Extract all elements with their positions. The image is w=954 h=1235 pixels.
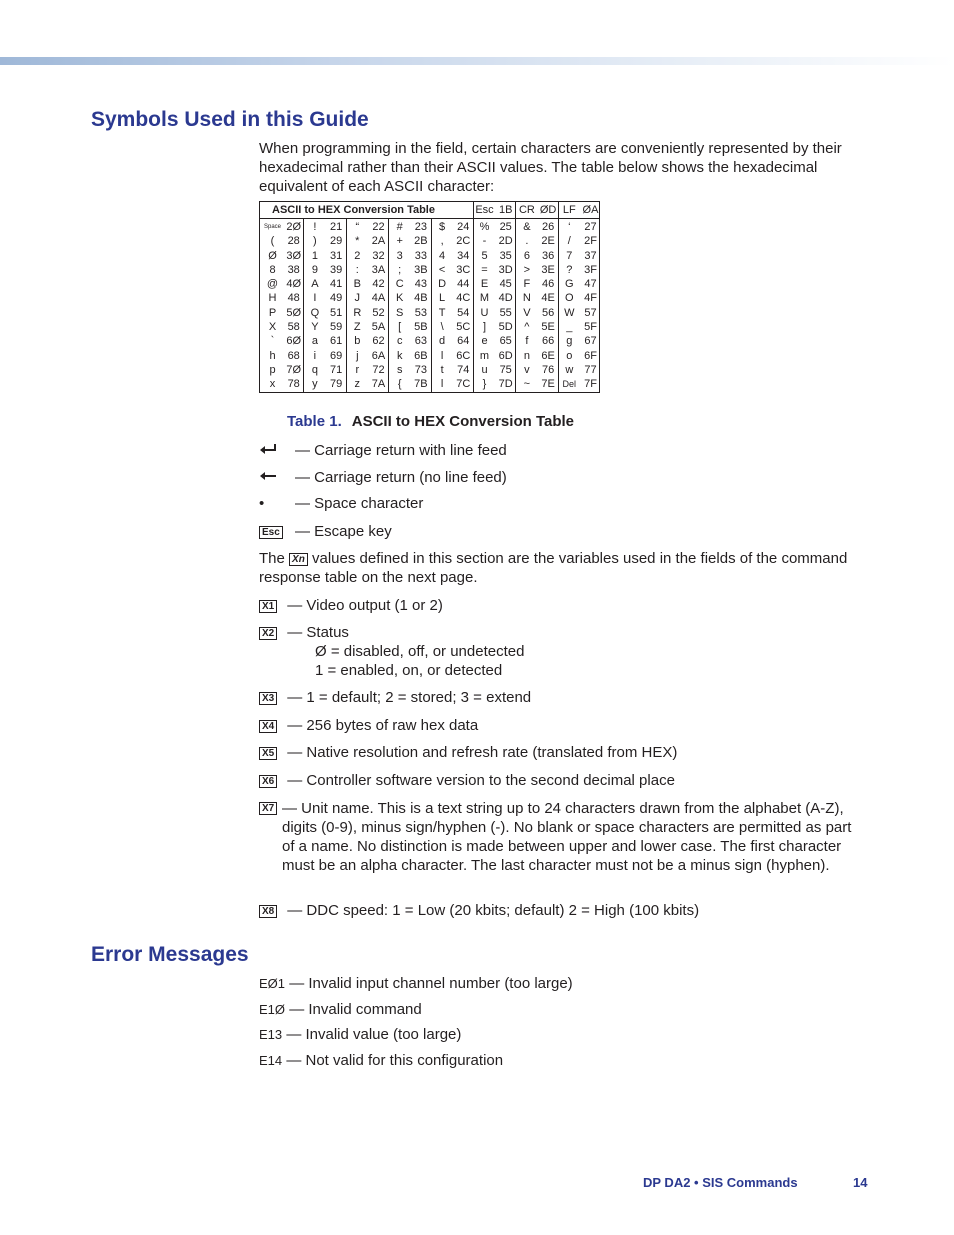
variable-description: — Status: [287, 624, 349, 641]
ascii-hex-cell: 53: [414, 306, 428, 319]
ascii-header-cell: 1B: [498, 204, 513, 216]
ascii-char-cell: k: [396, 349, 403, 362]
ascii-hex-cell: 26: [541, 221, 555, 233]
error-description: — Not valid for this configuration: [286, 1052, 504, 1069]
ascii-hex-cell: 77: [584, 363, 597, 376]
variable-xn-box: Xn: [289, 553, 308, 566]
ascii-hex-cell: 7F: [584, 378, 597, 391]
ascii-char-cell: Q: [310, 306, 320, 319]
ascii-hex-cell: 7C: [456, 378, 471, 391]
ascii-hex-cell: 64: [457, 335, 470, 348]
ascii-char-cell: n: [523, 349, 530, 362]
ascii-hex-cell: 62: [372, 335, 385, 348]
ascii-hex-cell: 7A: [371, 378, 386, 391]
ascii-hex-cell: 3B: [414, 263, 428, 276]
ascii-hex-cell: 57: [584, 306, 597, 319]
ascii-char-cell: l: [440, 349, 444, 362]
ascii-hex-cell: 22: [372, 221, 385, 233]
ascii-char-cell: z: [354, 378, 361, 391]
variable-box: X8: [259, 905, 277, 918]
variable-description: — Unit name. This is a text string up to 24 characters drawn from the alphabet (A-Z), digits (0-9), minus sign/hyphen (-). No blank or space characters are permitted as part of a name. No distinction is made between upper and lower case. The first character must be an alpha character. The last character must not be a minus sign (hyphen).: [282, 800, 852, 874]
ascii-hex-cell: 54: [457, 306, 470, 319]
variable-row-x5: [259, 743, 677, 762]
symbol-description: — Space character: [295, 495, 424, 512]
ascii-char-cell: #: [396, 221, 403, 233]
ascii-hex-cell: 61: [329, 335, 343, 348]
ascii-hex-column: [368, 220, 389, 392]
ascii-char-cell: +: [396, 235, 403, 248]
ascii-hex-cell: 2F: [584, 235, 597, 248]
ascii-char-cell: ,: [440, 235, 444, 248]
variable-row-x1: [259, 596, 443, 615]
ascii-hex-column: [538, 220, 559, 392]
ascii-char-cell: r: [355, 363, 360, 376]
symbol-row: [259, 441, 507, 460]
ascii-char-cell: F: [523, 278, 531, 291]
ascii-hex-cell: 6C: [456, 349, 471, 362]
ascii-char-cell: Space: [263, 224, 281, 230]
ascii-hex-cell: 5D: [498, 321, 513, 334]
ascii-hex-cell: 4D: [498, 292, 513, 305]
ascii-char-cell: ): [313, 235, 317, 248]
ascii-hex-cell: 68: [287, 349, 300, 362]
error-row: [259, 974, 573, 993]
ascii-header-cell: ØA: [582, 204, 599, 216]
ascii-hex-cell: 5A: [371, 321, 386, 334]
symbol-row: [259, 494, 423, 513]
ascii-hex-cell: 43: [414, 278, 428, 291]
ascii-char-column: [474, 220, 495, 392]
ascii-char-cell: B: [353, 278, 361, 291]
ascii-hex-cell: 32: [372, 249, 385, 262]
ascii-hex-cell: 4C: [456, 292, 471, 305]
ascii-char-cell: 1: [311, 249, 318, 262]
ascii-hex-cell: 2C: [456, 235, 471, 248]
ascii-char-cell: l: [440, 378, 444, 391]
variable-box: X7: [259, 802, 277, 815]
ascii-hex-cell: 4Ø: [286, 278, 302, 291]
ascii-hex-cell: 6B: [414, 349, 428, 362]
ascii-char-cell: s: [396, 363, 403, 376]
ascii-hex-cell: 72: [372, 363, 385, 376]
ascii-char-cell: 7: [566, 249, 573, 262]
ascii-hex-cell: 6A: [371, 349, 386, 362]
carriage-return-line-feed-icon: [259, 441, 295, 460]
variable-row-x2: [259, 623, 349, 642]
ascii-char-cell: p: [269, 363, 276, 376]
ascii-char-cell: =: [481, 263, 488, 276]
variables-intro-before: The: [259, 550, 285, 567]
ascii-hex-cell: 31: [329, 249, 343, 262]
ascii-char-cell: }: [482, 378, 487, 391]
ascii-char-cell: N: [522, 292, 531, 305]
ascii-char-cell: J: [354, 292, 361, 305]
ascii-hex-cell: 29: [329, 235, 343, 248]
variable-sub-item: 1 = enabled, on, or detected: [315, 662, 503, 679]
ascii-char-cell: C: [395, 278, 404, 291]
ascii-table-title: ASCII to HEX Conversion Table: [272, 204, 435, 216]
variable-box: X1: [259, 600, 277, 613]
ascii-char-cell: :: [355, 263, 359, 276]
ascii-hex-cell: 6E: [541, 349, 555, 362]
ascii-char-cell: ;: [398, 263, 402, 276]
ascii-char-cell: Ø: [268, 249, 277, 262]
variables-intro: [259, 549, 859, 587]
ascii-hex-cell: 6Ø: [286, 335, 302, 348]
ascii-hex-cell: 34: [457, 249, 470, 262]
error-code: EØ1: [259, 976, 286, 991]
variables-intro-after: values defined in this section are the variables used in the fields of the command response table on the next page.: [259, 550, 848, 586]
ascii-hex-column: [495, 220, 516, 392]
ascii-hex-cell: 59: [329, 321, 343, 334]
ascii-char-cell: P: [268, 306, 277, 319]
ascii-char-cell: “: [355, 221, 360, 233]
ascii-hex-cell: 2E: [541, 235, 555, 248]
variable-description: — Video output (1 or 2): [287, 597, 443, 614]
caption-number: Table 1.: [287, 413, 342, 430]
ascii-char-cell: `: [270, 335, 275, 348]
ascii-hex-cell: 5B: [414, 321, 428, 334]
ascii-hex-cell: 6D: [498, 349, 513, 362]
ascii-char-cell: D: [438, 278, 447, 291]
ascii-char-column: [304, 220, 325, 392]
variable-box: X4: [259, 720, 277, 733]
variable-description: — 256 bytes of raw hex data: [287, 717, 479, 734]
ascii-hex-cell: 39: [329, 263, 343, 276]
ascii-char-cell: j: [356, 349, 359, 362]
ascii-char-cell: $: [439, 221, 446, 233]
ascii-hex-cell: 2A: [371, 235, 386, 248]
ascii-char-cell: q: [311, 363, 318, 376]
ascii-hex-cell: 25: [499, 221, 512, 233]
ascii-header-cell: CR: [518, 204, 535, 216]
ascii-hex-cell: 5E: [541, 321, 555, 334]
ascii-hex-cell: 75: [499, 363, 512, 376]
ascii-char-column: [347, 220, 368, 392]
ascii-char-column: [516, 220, 537, 392]
ascii-char-cell: i: [313, 349, 317, 362]
ascii-hex-cell: 47: [584, 278, 597, 291]
symbol-description: — Carriage return with line feed: [295, 442, 507, 459]
ascii-hex-cell: 63: [414, 335, 428, 348]
ascii-char-column: [262, 220, 283, 392]
ascii-hex-cell: 76: [541, 363, 555, 376]
ascii-hex-column: [580, 220, 601, 392]
ascii-hex-column: [326, 220, 347, 392]
ascii-char-cell: ‘: [568, 221, 571, 233]
ascii-char-cell: v: [524, 363, 530, 376]
ascii-hex-cell: 3Ø: [286, 249, 302, 262]
intro-paragraph: When programming in the field, certain characters are conveniently represented by their hexadecimal rather than their ASCII values. The table below shows the hexadecimal equivalent of each ASCII character:: [259, 140, 842, 195]
section-heading-errors: Error Messages: [91, 943, 249, 966]
variable-box: X6: [259, 775, 277, 788]
ascii-char-cell: b: [354, 335, 361, 348]
ascii-hex-cell: 65: [499, 335, 512, 348]
ascii-char-cell: R: [353, 306, 362, 319]
ascii-hex-cell: 51: [329, 306, 343, 319]
ascii-char-cell: <: [438, 263, 446, 276]
ascii-hex-cell: 27: [584, 221, 597, 233]
ascii-char-cell: ~: [523, 378, 531, 391]
ascii-char-cell: t: [440, 363, 444, 376]
ascii-char-cell: _: [566, 321, 573, 334]
ascii-char-column: [432, 220, 453, 392]
ascii-char-cell: Z: [353, 321, 361, 334]
ascii-char-cell: 3: [396, 249, 403, 262]
bullet-icon: •: [259, 495, 265, 512]
ascii-char-cell: &: [523, 221, 531, 233]
ascii-hex-cell: 74: [457, 363, 470, 376]
ascii-char-cell: f: [525, 335, 529, 348]
ascii-char-cell: Y: [311, 321, 319, 334]
symbol-description: — Carriage return (no line feed): [295, 469, 507, 486]
ascii-char-cell: u: [481, 363, 488, 376]
ascii-header-cell: Esc: [475, 204, 494, 216]
ascii-char-cell: o: [566, 349, 573, 362]
variable-row-x3: [259, 688, 531, 707]
ascii-char-cell: ]: [482, 321, 487, 334]
ascii-hex-cell: 3F: [584, 263, 597, 276]
error-row: [259, 1000, 422, 1019]
ascii-hex-cell: 5C: [456, 321, 471, 334]
variable-box: X3: [259, 692, 277, 705]
variable-description: — 1 = default; 2 = stored; 3 = extend: [287, 689, 532, 706]
caption-text: ASCII to HEX Conversion Table: [351, 413, 575, 430]
ascii-char-cell: /: [567, 235, 571, 248]
ascii-hex-cell: 23: [414, 221, 428, 233]
ascii-char-cell: c: [396, 335, 403, 348]
ascii-header-cell: ØD: [539, 204, 557, 216]
ascii-hex-cell: 48: [287, 292, 300, 305]
symbol-row: [259, 468, 507, 487]
ascii-char-cell: E: [480, 278, 489, 291]
variable-box: X2: [259, 627, 277, 640]
ascii-char-column: [389, 220, 410, 392]
variable-description: — DDC speed: 1 = Low (20 kbits; default) 2 = High (100 kbits): [287, 902, 700, 919]
ascii-char-cell: ^: [524, 321, 530, 334]
variable-row-x8: [259, 901, 699, 920]
ascii-char-cell: g: [566, 335, 573, 348]
table-header-divider: [260, 218, 599, 219]
ascii-hex-cell: 7Ø: [286, 363, 302, 376]
ascii-hex-cell: 4A: [371, 292, 386, 305]
ascii-char-cell: a: [311, 335, 318, 348]
ascii-char-cell: M: [479, 292, 490, 305]
ascii-hex-cell: 56: [541, 306, 555, 319]
error-code: E13: [259, 1027, 283, 1042]
symbol-row: [259, 522, 392, 541]
ascii-char-cell: .: [525, 235, 529, 248]
header-bar: [0, 57, 954, 65]
ascii-header-cell: LF: [562, 204, 576, 216]
ascii-char-cell: 6: [523, 249, 530, 262]
error-code: E14: [259, 1053, 283, 1068]
carriage-return-icon: [259, 468, 295, 487]
ascii-hex-cell: 2Ø: [286, 221, 302, 233]
error-description: — Invalid input channel number (too large): [289, 975, 573, 992]
ascii-char-cell: V: [523, 306, 531, 319]
ascii-hex-cell: 41: [329, 278, 343, 291]
ascii-hex-column: [453, 220, 474, 392]
ascii-char-cell: 8: [269, 263, 276, 276]
ascii-char-cell: d: [439, 335, 446, 348]
ascii-char-cell: Del: [562, 379, 577, 390]
ascii-char-cell: W: [564, 306, 575, 319]
ascii-char-cell: U: [480, 306, 489, 319]
ascii-hex-cell: 37: [584, 249, 597, 262]
error-code: E1Ø: [259, 1002, 286, 1017]
ascii-hex-cell: 24: [457, 221, 470, 233]
ascii-hex-cell: 5Ø: [286, 306, 302, 319]
ascii-hex-column: [410, 220, 431, 392]
ascii-hex-cell: 36: [541, 249, 555, 262]
variable-sub-item: Ø = disabled, off, or undetected: [315, 643, 525, 660]
error-row: [259, 1051, 503, 1070]
ascii-hex-cell: 4F: [584, 292, 597, 305]
ascii-hex-cell: 78: [287, 378, 300, 391]
ascii-hex-cell: 73: [414, 363, 428, 376]
ascii-char-cell: *: [355, 235, 360, 248]
ascii-hex-cell: 4B: [414, 292, 428, 305]
ascii-hex-cell: 7B: [414, 378, 428, 391]
variable-row-x6: [259, 771, 675, 790]
ascii-char-cell: [: [398, 321, 402, 334]
ascii-char-cell: w: [565, 363, 574, 376]
ascii-hex-cell: 2B: [414, 235, 428, 248]
ascii-hex-cell: 45: [499, 278, 512, 291]
ascii-hex-cell: 3D: [498, 263, 513, 276]
ascii-hex-cell: 35: [499, 249, 512, 262]
ascii-char-cell: S: [396, 306, 404, 319]
ascii-hex-column: [283, 220, 304, 392]
ascii-hex-cell: 55: [499, 306, 512, 319]
ascii-hex-cell: 79: [329, 378, 343, 391]
ascii-hex-cell: 49: [329, 292, 343, 305]
ascii-hex-cell: 58: [287, 321, 300, 334]
ascii-char-cell: A: [311, 278, 319, 291]
ascii-char-cell: L: [439, 292, 446, 305]
ascii-hex-cell: 28: [287, 235, 300, 248]
ascii-hex-table: [259, 201, 600, 393]
ascii-char-cell: 4: [439, 249, 446, 262]
ascii-char-cell: >: [523, 263, 531, 276]
esc-key-icon: Esc: [259, 526, 283, 539]
ascii-hex-cell: 67: [584, 335, 597, 348]
ascii-hex-cell: 42: [372, 278, 385, 291]
ascii-hex-cell: 38: [287, 263, 300, 276]
ascii-char-cell: m: [479, 349, 490, 362]
variable-box: X5: [259, 747, 277, 760]
footer-page-number: 14: [853, 1175, 868, 1190]
ascii-hex-cell: 3C: [456, 263, 471, 276]
ascii-char-cell: ?: [566, 263, 573, 276]
ascii-char-cell: %: [479, 221, 490, 233]
ascii-char-cell: \: [440, 321, 444, 334]
error-description: — Invalid value (too large): [286, 1026, 462, 1043]
ascii-char-cell: O: [565, 292, 574, 305]
ascii-char-column: [559, 220, 580, 392]
error-row: [259, 1025, 461, 1044]
error-description: — Invalid command: [289, 1001, 422, 1018]
ascii-char-cell: e: [481, 335, 488, 348]
ascii-hex-cell: 2D: [498, 235, 513, 248]
table-caption: [287, 413, 574, 430]
ascii-char-cell: H: [268, 292, 277, 305]
ascii-char-cell: 9: [311, 263, 318, 276]
ascii-char-cell: y: [312, 378, 318, 391]
ascii-char-cell: T: [438, 306, 446, 319]
ascii-hex-cell: 66: [541, 335, 555, 348]
symbol-description: — Escape key: [295, 523, 392, 540]
ascii-char-cell: h: [269, 349, 276, 362]
ascii-char-cell: (: [270, 235, 275, 248]
variable-description: — Controller software version to the second decimal place: [287, 772, 675, 789]
ascii-hex-cell: 4E: [541, 292, 555, 305]
ascii-char-cell: X: [268, 321, 277, 334]
ascii-hex-cell: 7D: [498, 378, 513, 391]
ascii-hex-cell: 7E: [541, 378, 555, 391]
ascii-hex-cell: 3A: [371, 263, 386, 276]
ascii-char-cell: K: [396, 292, 404, 305]
ascii-char-cell: 5: [481, 249, 488, 262]
ascii-char-cell: !: [313, 221, 317, 233]
section-heading-symbols: Symbols Used in this Guide: [91, 108, 369, 131]
ascii-hex-cell: 52: [372, 306, 385, 319]
ascii-hex-cell: 69: [329, 349, 343, 362]
ascii-hex-cell: 46: [541, 278, 555, 291]
footer-document-title: DP DA2 • SIS Commands: [643, 1175, 798, 1190]
variable-description: — Native resolution and refresh rate (translated from HEX): [287, 744, 678, 761]
ascii-char-cell: x: [269, 378, 276, 391]
ascii-char-cell: 2: [354, 249, 361, 262]
ascii-hex-cell: 21: [329, 221, 343, 233]
ascii-hex-cell: 5F: [584, 321, 597, 334]
ascii-hex-cell: 3E: [541, 263, 555, 276]
ascii-char-cell: I: [313, 292, 317, 305]
ascii-char-cell: {: [397, 378, 402, 391]
ascii-char-cell: @: [266, 278, 279, 291]
ascii-hex-cell: 71: [329, 363, 343, 376]
ascii-hex-cell: 33: [414, 249, 428, 262]
variable-row-x4: [259, 716, 478, 735]
ascii-char-cell: G: [565, 278, 574, 291]
ascii-hex-cell: 6F: [584, 349, 597, 362]
ascii-char-cell: -: [482, 235, 487, 248]
ascii-hex-cell: 44: [457, 278, 470, 291]
